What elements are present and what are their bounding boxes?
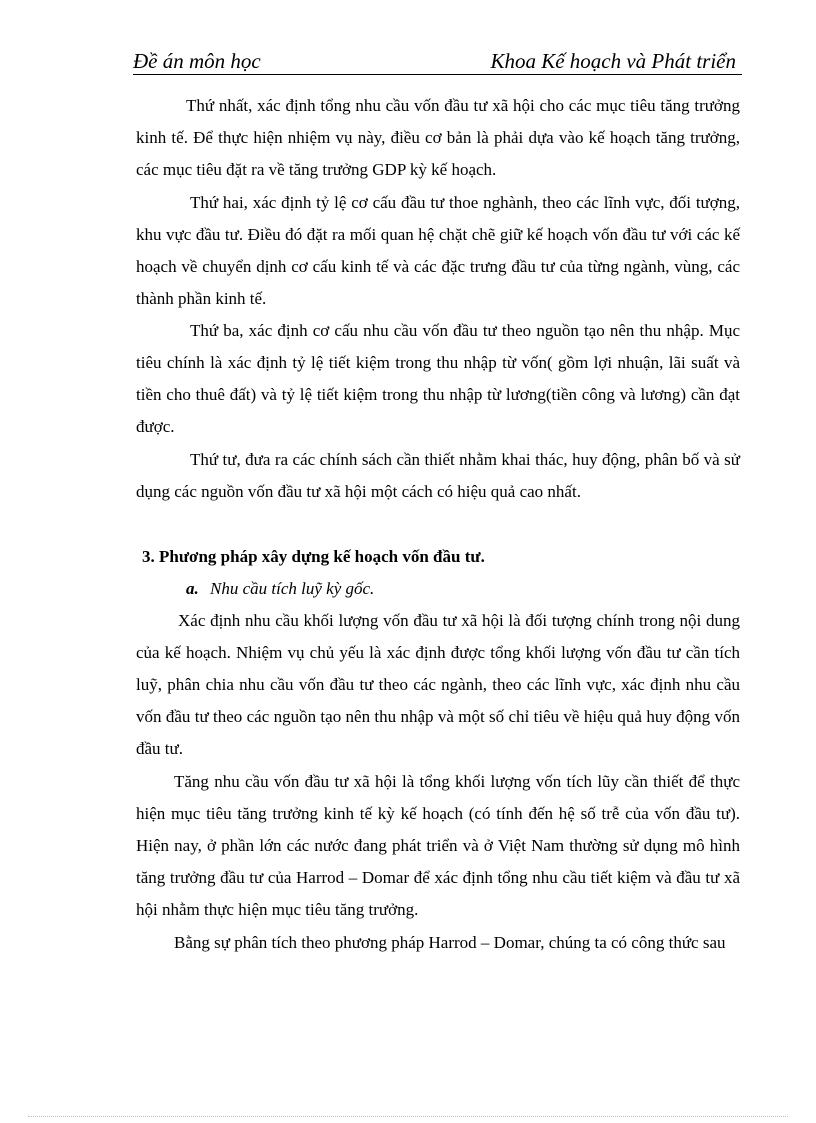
paragraph-text: Thứ tư, đưa ra các chính sách cần thiết nhằm khai thác, huy động, phân bố và sử dụng các nguồn vốn đầu tư xã hội một cách có hiệu quả cao nhất. <box>136 450 740 501</box>
paragraph-text: Tăng nhu cầu vốn đầu tư xã hội là tổng khối lượng vốn tích lũy cần thiết để thực hiện mục tiêu tăng trưởng kinh tế kỳ kế hoạch (có tính đến hệ số trễ của vốn đầu tư). Hiện nay, ở phần lớn các nước đang phát triển và ở Việt Nam thường sử dụng mô hình tăng trưởng đầu tư của Harrod – Domar để xác định tổng nhu cầu tiết kiệm và đầu tư xã hội nhằm thực hiện mục tiêu tăng trưởng. <box>136 772 740 919</box>
paragraph-text: Thứ ba, xác định cơ cấu nhu cầu vốn đầu tư theo nguồn tạo nên thu nhập. Mục tiêu chính là xác định tỷ lệ tiết kiệm trong thu nhập từ vốn( gồm lợi nhuận, lãi suất và tiền cho thuê đất) và tỷ lệ tiết kiệm trong thu nhập từ lương(tiền công và lương) cần đạt được. <box>136 321 740 436</box>
paragraph-fourth-task <box>136 444 740 508</box>
paragraph-text: Bằng sự phân tích theo phương pháp Harrod – Domar, chúng ta có công thức sau <box>174 933 726 952</box>
paragraph-text: Thứ hai, xác định tỷ lệ cơ cấu đầu tư thoe nghành, theo các lĩnh vực, đối tượng, khu vực đầu tư. Điều đó đặt ra mối quan hệ chặt chẽ giữ kế hoạch vốn đầu tư với các kế hoạch về chuyển dịnh cơ cấu kinh tế và các đặc trưng đầu tư của từng ngành, vùng, các thành phần kinh tế. <box>136 193 740 308</box>
subsection-marker: a. <box>186 579 199 598</box>
paragraph-investment-demand <box>136 605 740 765</box>
paragraph-formula-intro <box>136 927 740 959</box>
paragraph-text: Xác định nhu cầu khối lượng vốn đầu tư xã hội là đối tượng chính trong nội dung của kế hoạch. Nhiệm vụ chủ yếu là xác định được tổng khối lượng vốn đầu tư cần tích luỹ, phân chia nhu cầu vốn đầu tư theo các ngành, theo các lĩnh vực, xác định nhu cầu vốn đầu tư theo các nguồn tạo nên thu nhập và một số chỉ tiêu về hiệu quả huy động vốn đầu tư. <box>136 611 740 758</box>
page-header <box>133 46 742 75</box>
section-heading: 3. Phương pháp xây dựng kế hoạch vốn đầu tư. <box>142 547 485 566</box>
paragraph-harrod-domar-model <box>136 766 740 926</box>
page-bottom-divider <box>28 1116 788 1117</box>
paragraph-second-task <box>136 187 740 315</box>
subsection-label: Nhu cầu tích luỹ kỳ gốc. <box>210 579 375 598</box>
subsection-heading <box>186 575 374 603</box>
header-faculty-name: Khoa Kế hoạch và Phát triển <box>490 49 736 73</box>
paragraph-third-task <box>136 315 740 443</box>
header-course-title: Đề án môn học <box>133 49 261 73</box>
paragraph-text: Thứ nhất, xác định tổng nhu cầu vốn đầu tư xã hội cho các mục tiêu tăng trưởng kinh tế. Để thực hiện nhiệm vụ này, điều cơ bản là phải dựa vào kế hoạch tăng trưởng, các mục tiêu đặt ra về tăng trưởng GDP kỳ kế hoạch. <box>136 96 740 179</box>
paragraph-first-task <box>136 90 740 186</box>
